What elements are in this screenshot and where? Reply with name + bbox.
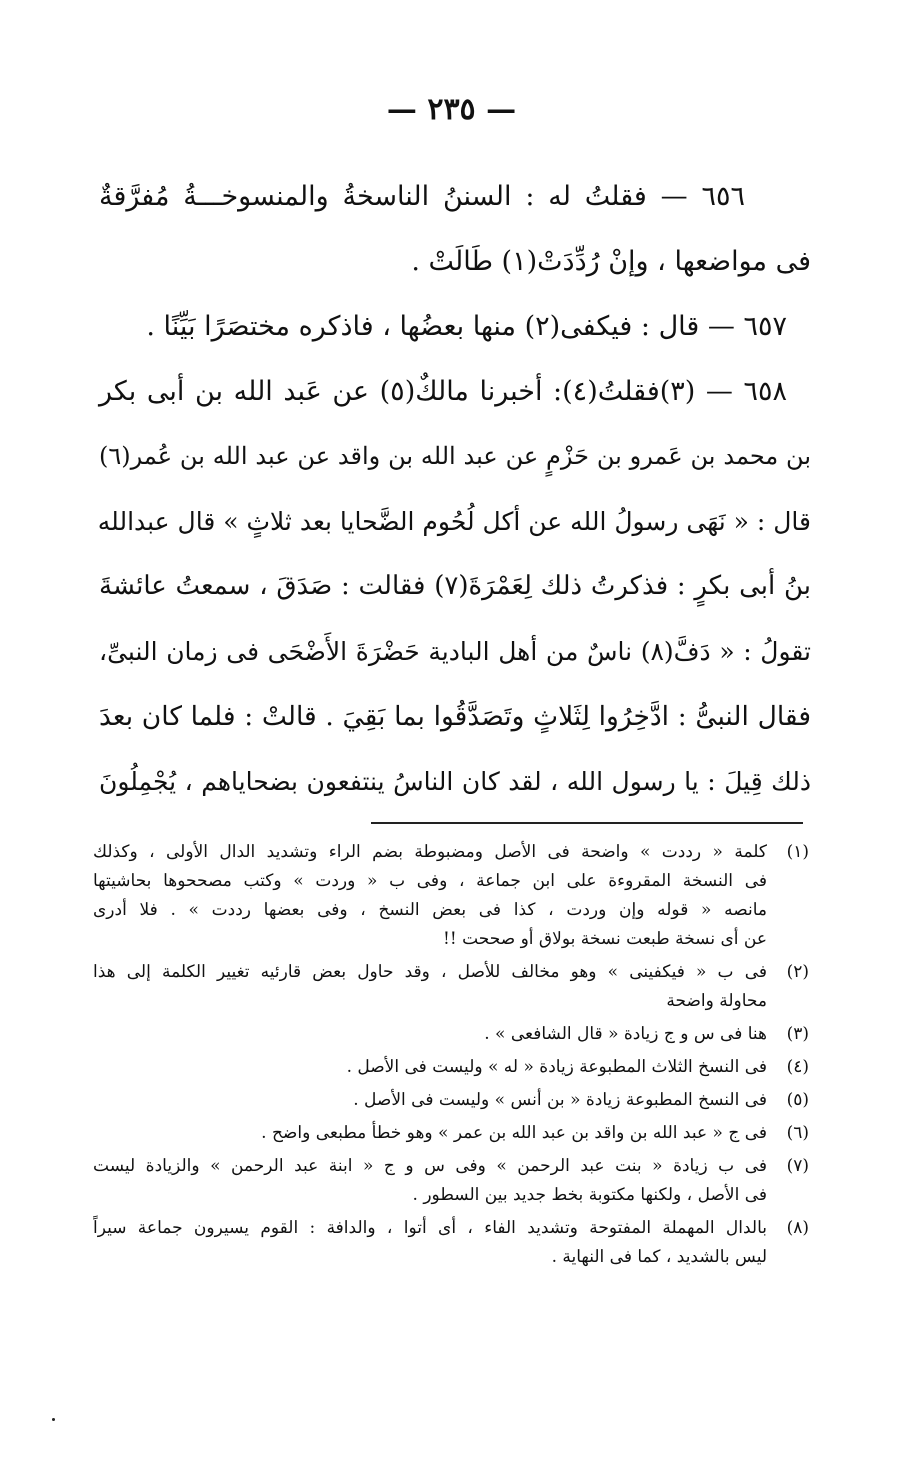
footnote-line: فى ج « عبد الله بن واقد بن عبد الله بن عمر » وهو خطأ مطبعى واضح . xyxy=(261,1123,767,1143)
footnote-line: بالدال المهملة المفتوحة وتشديد الفاء ، أى أتوا ، والدافة : القوم يسيرون جماعة سيراً xyxy=(93,1218,767,1238)
paragraph-658-line-3: قال : « نَهَى رسولُ الله عن أكل لُحُوم الضَّحايا بعد ثلاثٍ » قال عبدالله xyxy=(97,507,811,536)
paragraph-658-line-1: ٦٥٨ — (٣)فقلتُ(٤): أخبرنا مالكٌ(٥) عن عَبد الله بن أبى بكر xyxy=(99,376,788,407)
footnote-number: (٥) xyxy=(786,1090,809,1110)
footnote-line: فى النسخة المقروءة على ابن جماعة ، وفى ب « وردت » وكتب مصححوها بحاشيتها xyxy=(93,871,767,891)
footnote-number: (٢) xyxy=(786,962,809,982)
footnote-separator-rule xyxy=(371,822,803,824)
footnote-2 xyxy=(93,958,809,1016)
footnote-line: محاولة واضحة xyxy=(666,991,767,1011)
main-text xyxy=(99,164,811,814)
paragraph-658-line-5: تقولُ : « دَفَّ(٨) ناسٌ من أهل البادية حَضْرَةَ الأَضْحَى فى زمان النبىِّ، xyxy=(99,637,811,666)
footnote-number: (٤) xyxy=(786,1057,809,1077)
footnote-line: فى ب « فيكفينى » وهو مخالف للأصل ، وقد حاول بعض قارئيه تغيير الكلمة إلى هذا xyxy=(93,962,767,982)
footnote-line: مانصه « قوله وإن وردت ، كذا فى بعض النسخ ، وفى بعضها رددت » . فلا أدرى xyxy=(93,900,767,920)
page-number: — ٢٣٥ — xyxy=(386,92,517,127)
footnote-line: فى النسخ الثلاث المطبوعة زيادة « له » وليست فى الأصل . xyxy=(346,1057,767,1077)
paragraph-656-line-1: ٦٥٦ — فقلتُ له : السننُ الناسخةُ والمنسوخـــةُ مُفرَّقةٌ xyxy=(99,181,745,212)
footnote-1 xyxy=(93,838,809,954)
footnote-line: فى الأصل ، ولكنها مكتوبة بخط جديد بين السطور . xyxy=(412,1185,767,1205)
footnote-4 xyxy=(93,1053,809,1082)
page-speck xyxy=(52,1418,55,1421)
footnotes xyxy=(93,838,809,1276)
paragraph-658-line-4: بنُ أبى بكرٍ : فذكرتُ ذلك لِعَمْرَةَ(٧) فقالت : صَدَقَ ، سمعتُ عائشةَ xyxy=(99,571,811,601)
footnote-number: (٦) xyxy=(786,1123,809,1143)
footnote-number: (٨) xyxy=(786,1218,809,1238)
footnote-line: ليس بالشديد ، كما فى النهاية . xyxy=(551,1247,767,1267)
paragraph-658-line-7: ذلك قِيلَ : يا رسول الله ، لقد كان الناسُ ينتفعون بضحاياهم ، يُجْمِلُونَ xyxy=(99,767,811,796)
footnote-7 xyxy=(93,1152,809,1210)
paragraph-658-line-2: بن محمد بن عَمرو بن حَزْمٍ عن عبد الله بن واقد عن عبد الله بن عُمر(٦) xyxy=(99,442,811,470)
footnote-line: عن أى نسخة طبعت نسخة بولاق أو صححت !! xyxy=(443,929,767,949)
footnote-line: فى النسخ المطبوعة زيادة « بن أنس » وليست فى الأصل . xyxy=(353,1090,767,1110)
footnote-5 xyxy=(93,1086,809,1115)
footnote-3 xyxy=(93,1020,809,1049)
footnote-8 xyxy=(93,1214,809,1272)
paragraph-656-line-2: فى مواضعها ، وإنْ رُدِّدَتْ(١) طَالَتْ . xyxy=(411,246,811,277)
footnote-line: فى ب زيادة « بنت عبد الرحمن » وفى س و ج « ابنة عبد الرحمن » والزيادة ليست xyxy=(93,1156,767,1176)
footnote-line: هنا فى س و ج زيادة « قال الشافعى » . xyxy=(484,1024,767,1044)
footnote-6 xyxy=(93,1119,809,1148)
footnote-number: (٧) xyxy=(786,1156,809,1176)
footnote-line: كلمة « رددت » واضحة فى الأصل ومضبوطة بضم الراء وتشديد الدال الأولى ، وكذلك xyxy=(93,842,767,862)
footnote-number: (١) xyxy=(786,842,809,862)
paragraph-657: ٦٥٧ — قال : فيكفى(٢) منها بعضُها ، فاذكره مختصَرًا بَيِّنًا . xyxy=(146,311,787,342)
footnote-number: (٣) xyxy=(786,1024,809,1044)
paragraph-658-line-6: فقال النبىُّ : ادَّخِرُوا لِثَلاثٍ وتَصَدَّقُوا بما بَقِيَ . قالتْ : فلما كان بعدَ xyxy=(99,701,811,732)
